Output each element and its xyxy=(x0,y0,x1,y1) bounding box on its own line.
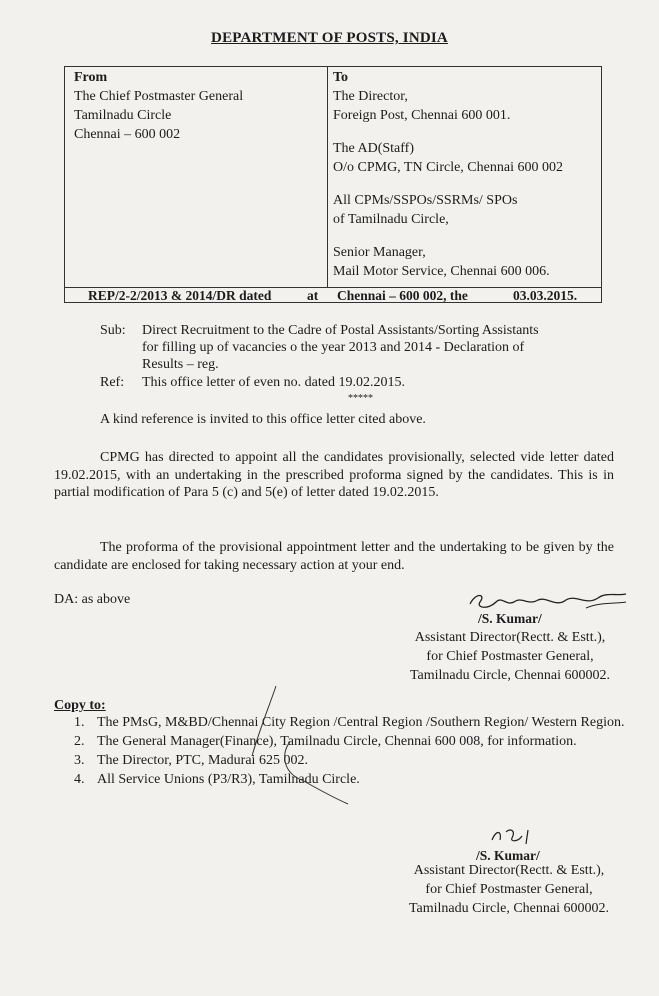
to-line: All CPMs/SSPOs/SSRMs/ SPOs xyxy=(333,193,518,208)
to-recipient xyxy=(333,139,601,177)
signatory-on-behalf: for Chief Postmaster General, xyxy=(426,649,594,664)
to-label: To xyxy=(333,70,349,85)
from-cell xyxy=(74,68,324,144)
signatory-office: Tamilnadu Circle, Chennai 600002. xyxy=(408,901,610,916)
to-recipient xyxy=(333,87,601,125)
reference-number: REP/2-2/2013 & 2014/DR dated xyxy=(88,288,272,303)
reference-row xyxy=(65,288,601,303)
table-divider-vertical xyxy=(327,67,328,287)
signature-block xyxy=(384,861,634,918)
signature-block xyxy=(380,628,640,685)
to-line: O/o CPMG, TN Circle, Chennai 600 002 xyxy=(333,160,563,175)
reference-text: This office letter of even no. dated 19.02.2015. xyxy=(142,375,405,390)
item-number: 2. xyxy=(74,734,85,749)
from-label: From xyxy=(74,70,108,85)
copy-to-heading: Copy to: xyxy=(54,698,106,713)
reference-at: at xyxy=(307,288,319,303)
handwritten-initials xyxy=(488,826,538,848)
item-text: The General Manager(Finance), Tamilnadu Circle, Chennai 600 008, for information. xyxy=(97,734,577,749)
subject-text: Direct Recruitment to the Cadre of Postal Assistants/Sorting Assistants for filling up of vacancies o the year 2013 and 2014 - Declaration of Results – reg. xyxy=(142,323,539,372)
to-line: The Director, xyxy=(333,89,408,104)
to-cell xyxy=(333,68,601,281)
signatory-designation: Assistant Director(Rectt. & Estt.), xyxy=(414,630,606,645)
reference-label: Ref: xyxy=(100,375,125,390)
item-number: 1. xyxy=(74,715,85,730)
signatory-office: Tamilnadu Circle, Chennai 600002. xyxy=(409,668,611,683)
item-number: 3. xyxy=(74,753,85,768)
item-text: The Director, PTC, Madurai 625 002. xyxy=(97,753,308,768)
to-line: Mail Motor Service, Chennai 600 006. xyxy=(333,264,550,279)
signatory-name: /S. Kumar/ xyxy=(476,848,540,863)
signatory-designation: Assistant Director(Rectt. & Estt.), xyxy=(413,863,605,878)
reference-place: Chennai – 600 002, the xyxy=(337,288,468,303)
item-text: The PMsG, M&BD/Chennai City Region /Central Region /Southern Region/ Western Region. xyxy=(97,715,625,730)
item-number: 4. xyxy=(74,772,85,787)
address-table xyxy=(64,66,602,303)
to-line: of Tamilnadu Circle, xyxy=(333,212,449,227)
paragraph-1: A kind reference is invited to this office letter cited above. xyxy=(100,412,426,427)
pen-mark xyxy=(240,684,370,814)
to-recipient xyxy=(333,243,601,281)
paragraph-2: CPMG has directed to appoint all the candidates provisionally, selected vide letter dated 19.02.2015, with an undertaking in the prescribed proforma signed by the candidates. This is in partial modification of Para 5 (c) and 5(e) of letter dated 19.02.2015. xyxy=(54,450,614,500)
to-recipient xyxy=(333,191,601,229)
paragraph-3: The proforma of the provisional appointment letter and the undertaking to be given by the candidate are enclosed for taking necessary action at your end. xyxy=(54,540,614,573)
signatory-on-behalf: for Chief Postmaster General, xyxy=(425,882,593,897)
enclosure-note: DA: as above xyxy=(54,592,131,607)
subject-label: Sub: xyxy=(100,323,126,338)
from-line: The Chief Postmaster General xyxy=(74,89,244,104)
to-line: Senior Manager, xyxy=(333,245,426,260)
from-line: Chennai – 600 002 xyxy=(74,127,181,142)
reference-date: 03.03.2015. xyxy=(513,288,578,303)
to-line: The AD(Staff) xyxy=(333,141,414,156)
to-line: Foreign Post, Chennai 600 001. xyxy=(333,108,511,123)
department-heading: DEPARTMENT OF POSTS, INDIA xyxy=(211,30,448,46)
signatory-name: /S. Kumar/ xyxy=(478,611,542,626)
separator: ***** xyxy=(348,393,373,404)
from-line: Tamilnadu Circle xyxy=(74,108,172,123)
item-text: All Service Unions (P3/R3), Tamilnadu Circle. xyxy=(97,772,360,787)
